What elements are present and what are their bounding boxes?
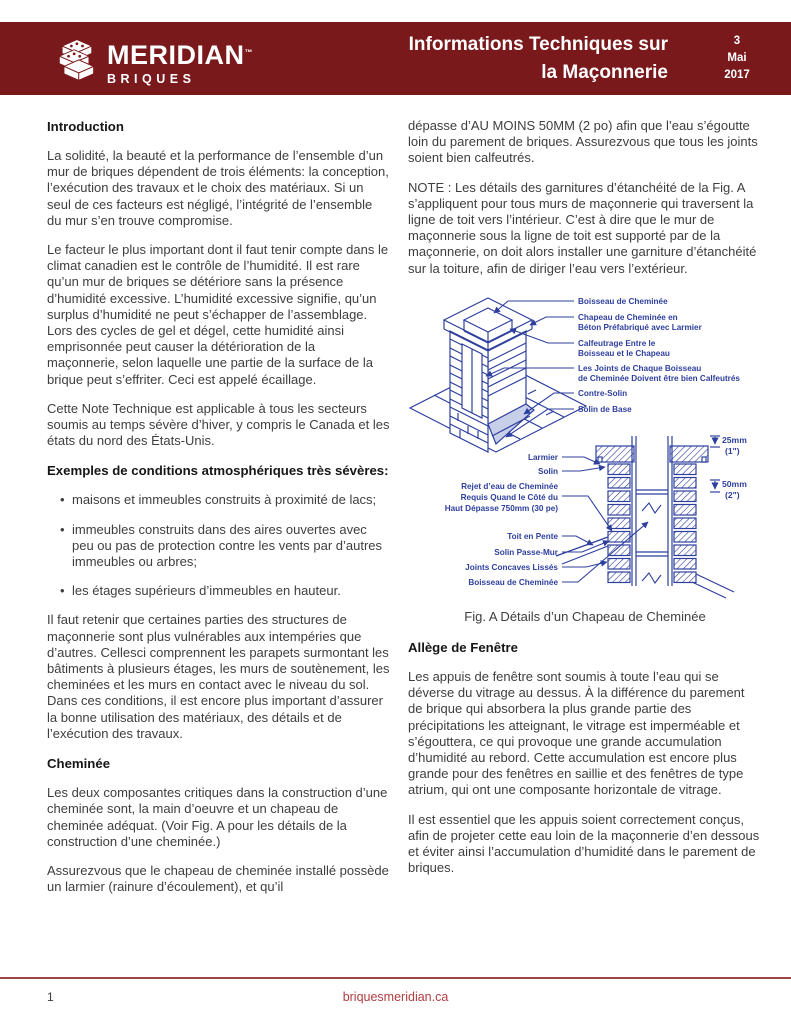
trademark-symbol: ™ xyxy=(244,48,253,57)
website-link[interactable]: briquesmeridian.ca xyxy=(342,990,449,1004)
diagram-label: Boisseau de Cheminée xyxy=(578,296,668,306)
list-item: • immeubles construits dans des aires ouvertes avec peu ou pas de protection contre les vents par d’autres immeubles ou arbres; xyxy=(60,522,390,571)
figure-a xyxy=(408,290,762,625)
heading-examples: Exemples de conditions atmosphériques très sévères: xyxy=(47,463,389,479)
diagram-label: Haut Dépasse 750mm (30 pe) xyxy=(444,503,558,513)
diagram-label: Béton Préfabriqué avec Larmier xyxy=(578,322,702,332)
paragraph: Les deux composantes critiques dans la construction d’une cheminée sont, la main d’oeuvre et un chapeau de cheminée adéquat. (Voir Fig. A pour les détails de la construction d’une cheminée.) xyxy=(47,785,388,849)
brand-name: MERIDIAN™ xyxy=(107,40,253,70)
dimension-label: 25mm xyxy=(722,434,747,445)
brand-text xyxy=(107,34,253,86)
doc-title-line1: Informations Techniques sur xyxy=(408,33,668,55)
heading-introduction: Introduction xyxy=(47,119,124,134)
paragraph: NOTE : Les détails des garnitures d’étanchéité de la Fig. A s’appliquent pour tous murs de maçonnerie qui traversent la ligne de toit vers l’intérieur. C’est à dire que le mur de maçonnerie sous la ligne de toit est supporté par de la maçonnerie, on doit alors installer une garniture d’étanchéité sur la toiture, afin de diriger l’eau vers l’extérieur. xyxy=(408,179,757,276)
diagram-label: Chapeau de Cheminée en xyxy=(578,312,678,322)
chimney-section-diagram xyxy=(556,436,734,598)
section-leaders xyxy=(562,457,648,582)
diagram-label: Rejet d’eau de Cheminée xyxy=(461,481,558,491)
diagram-label: Solin xyxy=(537,466,558,476)
list-item: • maisons et immeubles construits à proximité de lacs; xyxy=(60,492,390,508)
paragraph: La solidité, la beauté et la performance de l’ensemble d’un mur de briques dépendent de trois éléments: la conception, l’exécution des travaux et le choix des matériaux. Si un seul de ces facteurs est négligé, l’intégrité de l’ensemble du mur s’en trouve compromise. xyxy=(47,148,389,228)
paragraph: Les appuis de fenêtre sont soumis à toute l’eau qui se déverse du vitrage au dessus. À la différence du parement de brique qui absorbera la plus grande partie des précipitations les atteignant, le vitrage est imperméable et s’égouttera, ce qui provoque une grande accumulation d’humidité au rebord. Cette accumulation est encore plus grande pour des fenêtres en saillie et des fenêtres de type atrium, qui ont une composante horizontale de vitrage. xyxy=(408,669,745,798)
dimension-label: (1") xyxy=(725,445,740,456)
paragraph: Il est essentiel que les appuis soient correctement conçus, afin de projeter cette eau loin de la maçonnerie d’en dessous et éviter ainsi l’accumulation d’humidité dans le parement de briques. xyxy=(408,811,760,876)
footer-divider xyxy=(0,977,791,979)
diagram-label: Boisseau de Cheminée xyxy=(468,577,558,587)
doc-title-line2: la Maçonnerie xyxy=(541,61,668,83)
heading-cheminee: Cheminée xyxy=(47,756,111,772)
diagram-label: Solin Passe-Mur xyxy=(494,547,558,557)
issue-date xyxy=(701,22,773,95)
header-banner xyxy=(0,22,791,95)
diagram-label: Toit en Pente xyxy=(507,531,558,541)
paragraph: Assurezvous que le chapeau de cheminée installé possède un larmier (rainure d’écoulement), et qu’il xyxy=(47,862,389,895)
figure-caption: Fig. A Détails d’un Chapeau de Cheminée xyxy=(464,608,706,624)
diagram-label: Les Joints de Chaque Boisseau xyxy=(578,363,702,373)
chimney-diagram xyxy=(408,290,762,602)
diagram-label: Larmier xyxy=(527,452,558,462)
heading-allege: Allège de Fenêtre xyxy=(408,640,518,656)
diagram-label: Joints Concaves Lissés xyxy=(465,562,558,572)
diagram-label: Solin de Base xyxy=(578,404,632,414)
paragraph: Le facteur le plus important dont il faut tenir compte dans le climat canadien est le contrôle de l’humidité. Il est rare qu’un mur de briques se détériore sans la présence d’humidité excessive. L’humidité excessive signifie, qu’un surplus d’humidité ne peut s’échapper de l’assemblage. Lors des cycles de gel et dégel, cette humidité ainsi emprisonnée peut causer la détérioration de la maçonnerie, selon laquelle une partie de la surface de la brique peut s’effriter. Ceci est appelé écaillage. xyxy=(47,242,389,387)
conditions-list xyxy=(47,492,390,599)
brick-stack-icon xyxy=(54,34,98,84)
issue-date-day: 3 xyxy=(733,34,741,47)
diagram-label: Requis Quand le Côté du xyxy=(460,492,558,502)
list-item: • les étages supérieurs d’immeubles en hauteur. xyxy=(60,583,390,599)
right-column xyxy=(408,118,762,889)
paragraph: dépasse d’AU MOINS 50MM (2 po) afin que l’eau s’égoutte loin du parement de briques. Assurezvous que tous les joints soient bien calfeutrés. xyxy=(408,118,758,166)
brand-logo xyxy=(54,34,253,86)
diagram-label: Boisseau et le Chapeau xyxy=(578,348,670,358)
diagram-label: Calfeutrage Entre le xyxy=(578,338,656,348)
diagram-label: de Cheminée Doivent être bien Calfeutrés xyxy=(578,373,740,383)
paragraph: Cette Note Technique est applicable à tous les secteurs soumis au temps sévère d’hiver, y compris le Canada et les états du nord des États-Unis. xyxy=(47,400,390,449)
doc-title xyxy=(409,22,668,95)
dimension-label: (2") xyxy=(725,489,740,500)
page-number: 1 xyxy=(47,990,54,1004)
isometric-labels xyxy=(578,297,740,414)
issue-date-year: 2017 xyxy=(724,69,750,82)
diagram-label: Contre-Solin xyxy=(578,388,628,398)
brand-subtitle: BRIQUES xyxy=(107,72,196,86)
chimney-isometric-diagram xyxy=(410,298,586,452)
dimension-label: 50mm xyxy=(722,478,747,489)
issue-date-month: Mai xyxy=(727,51,747,64)
left-column xyxy=(47,118,390,908)
paragraph: Il faut retenir que certaines parties des structures de maçonnerie sont plus vulnérables aux intempéries que d’autres. Cellesci comprennent les parapets surmontant les bâtiments à plusieurs étages, les murs de soutènement, les cheminées et les murs en contact avec le niveau du sol. Dans ces conditions, il est encore plus important d’assurer la bonne utilisation des matériaux, des détails et de l’exécution des travaux. xyxy=(47,612,390,741)
